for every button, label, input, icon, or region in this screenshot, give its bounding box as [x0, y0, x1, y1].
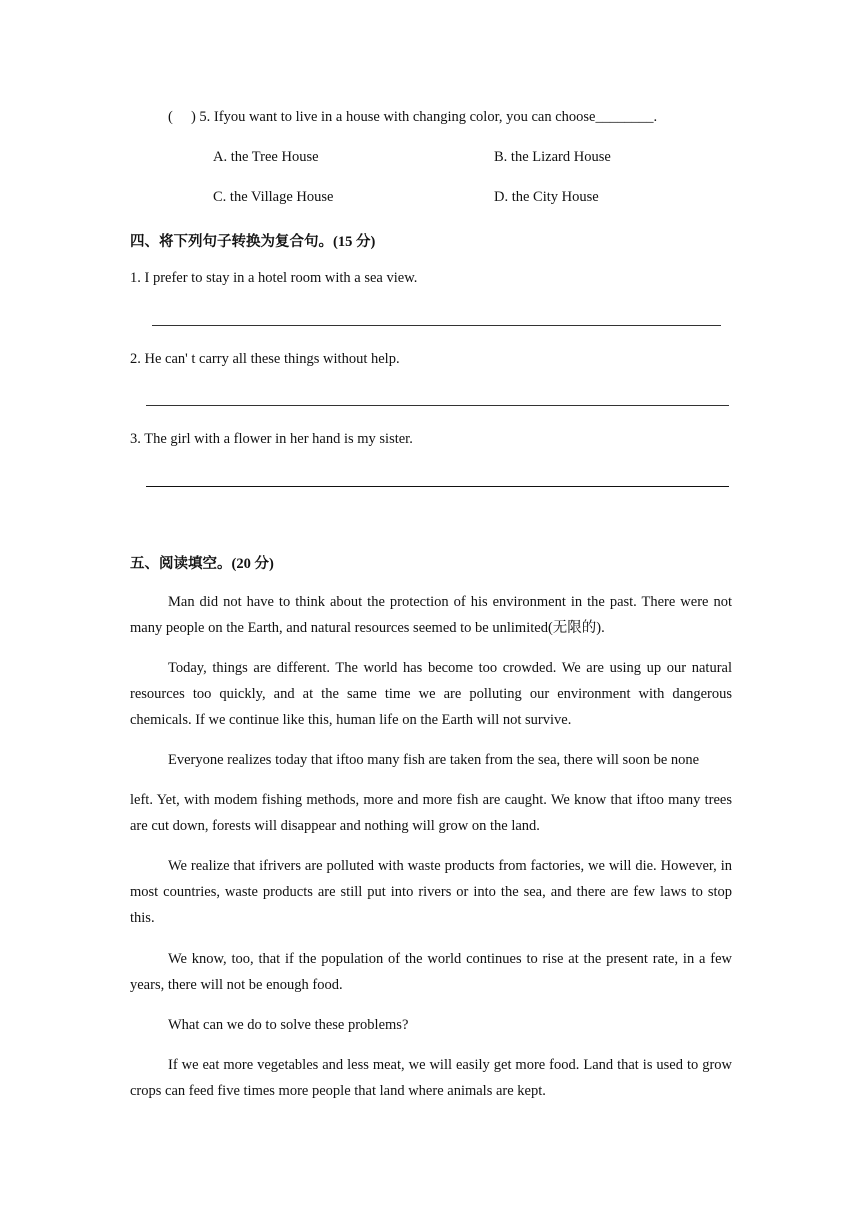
option-d: D. the City House: [494, 189, 599, 205]
reading-paragraph-2: Today, things are different. The world has become too crowded. We are using up our natural resources too quickly, and at the same time we are polluting our environment with dangerous chemicals. If we continue like this, human life on the Earth will not survive.: [130, 660, 732, 728]
section-4-item-2: 2. He can' t carry all these things without help.: [130, 351, 400, 367]
reading-paragraph-5: We know, too, that if the population of the world continues to rise at the present rate, in a few years, there will not be enough food.: [130, 951, 732, 993]
answer-line-1[interactable]: [152, 325, 721, 326]
reading-paragraph-3b: left. Yet, with modem fishing methods, more and more fish are caught. We know that iftoo many trees are cut down, forests will disappear and nothing will grow on the land.: [130, 792, 732, 834]
option-b: B. the Lizard House: [494, 149, 611, 165]
section-4-item-3: 3. The girl with a flower in her hand is my sister.: [130, 431, 413, 447]
reading-paragraph-6: What can we do to solve these problems?: [168, 1017, 409, 1033]
reading-paragraph-7: If we eat more vegetables and less meat, we will easily get more food. Land that is used to grow crops can feed five times more people that land where animals are kept.: [130, 1057, 732, 1099]
question-5-stem: ( ) 5. Ifyou want to live in a house with changing color, you can choose________.: [168, 109, 658, 125]
option-c: C. the Village House: [213, 189, 334, 205]
reading-paragraph-4: We realize that ifrivers are polluted with waste products from factories, we will die. However, in most countries, waste products are still put into rivers or into the sea, and there are few laws to stop this.: [130, 858, 732, 926]
answer-line-3[interactable]: [146, 486, 729, 487]
reading-paragraph-3a: Everyone realizes today that iftoo many fish are taken from the sea, there will soon be none: [168, 752, 700, 768]
section-4-heading: 四、将下列句子转换为复合句。(15 分): [130, 234, 376, 250]
reading-paragraph-1: Man did not have to think about the protection of his environment in the past. There were not many people on the Earth, and natural resources seemed to be unlimited(无限的).: [130, 594, 732, 636]
section-5-heading: 五、阅读填空。(20 分): [130, 556, 274, 572]
section-4-item-1: 1. I prefer to stay in a hotel room with a sea view.: [130, 270, 418, 286]
answer-line-2[interactable]: [146, 405, 729, 406]
option-a: A. the Tree House: [213, 149, 319, 165]
